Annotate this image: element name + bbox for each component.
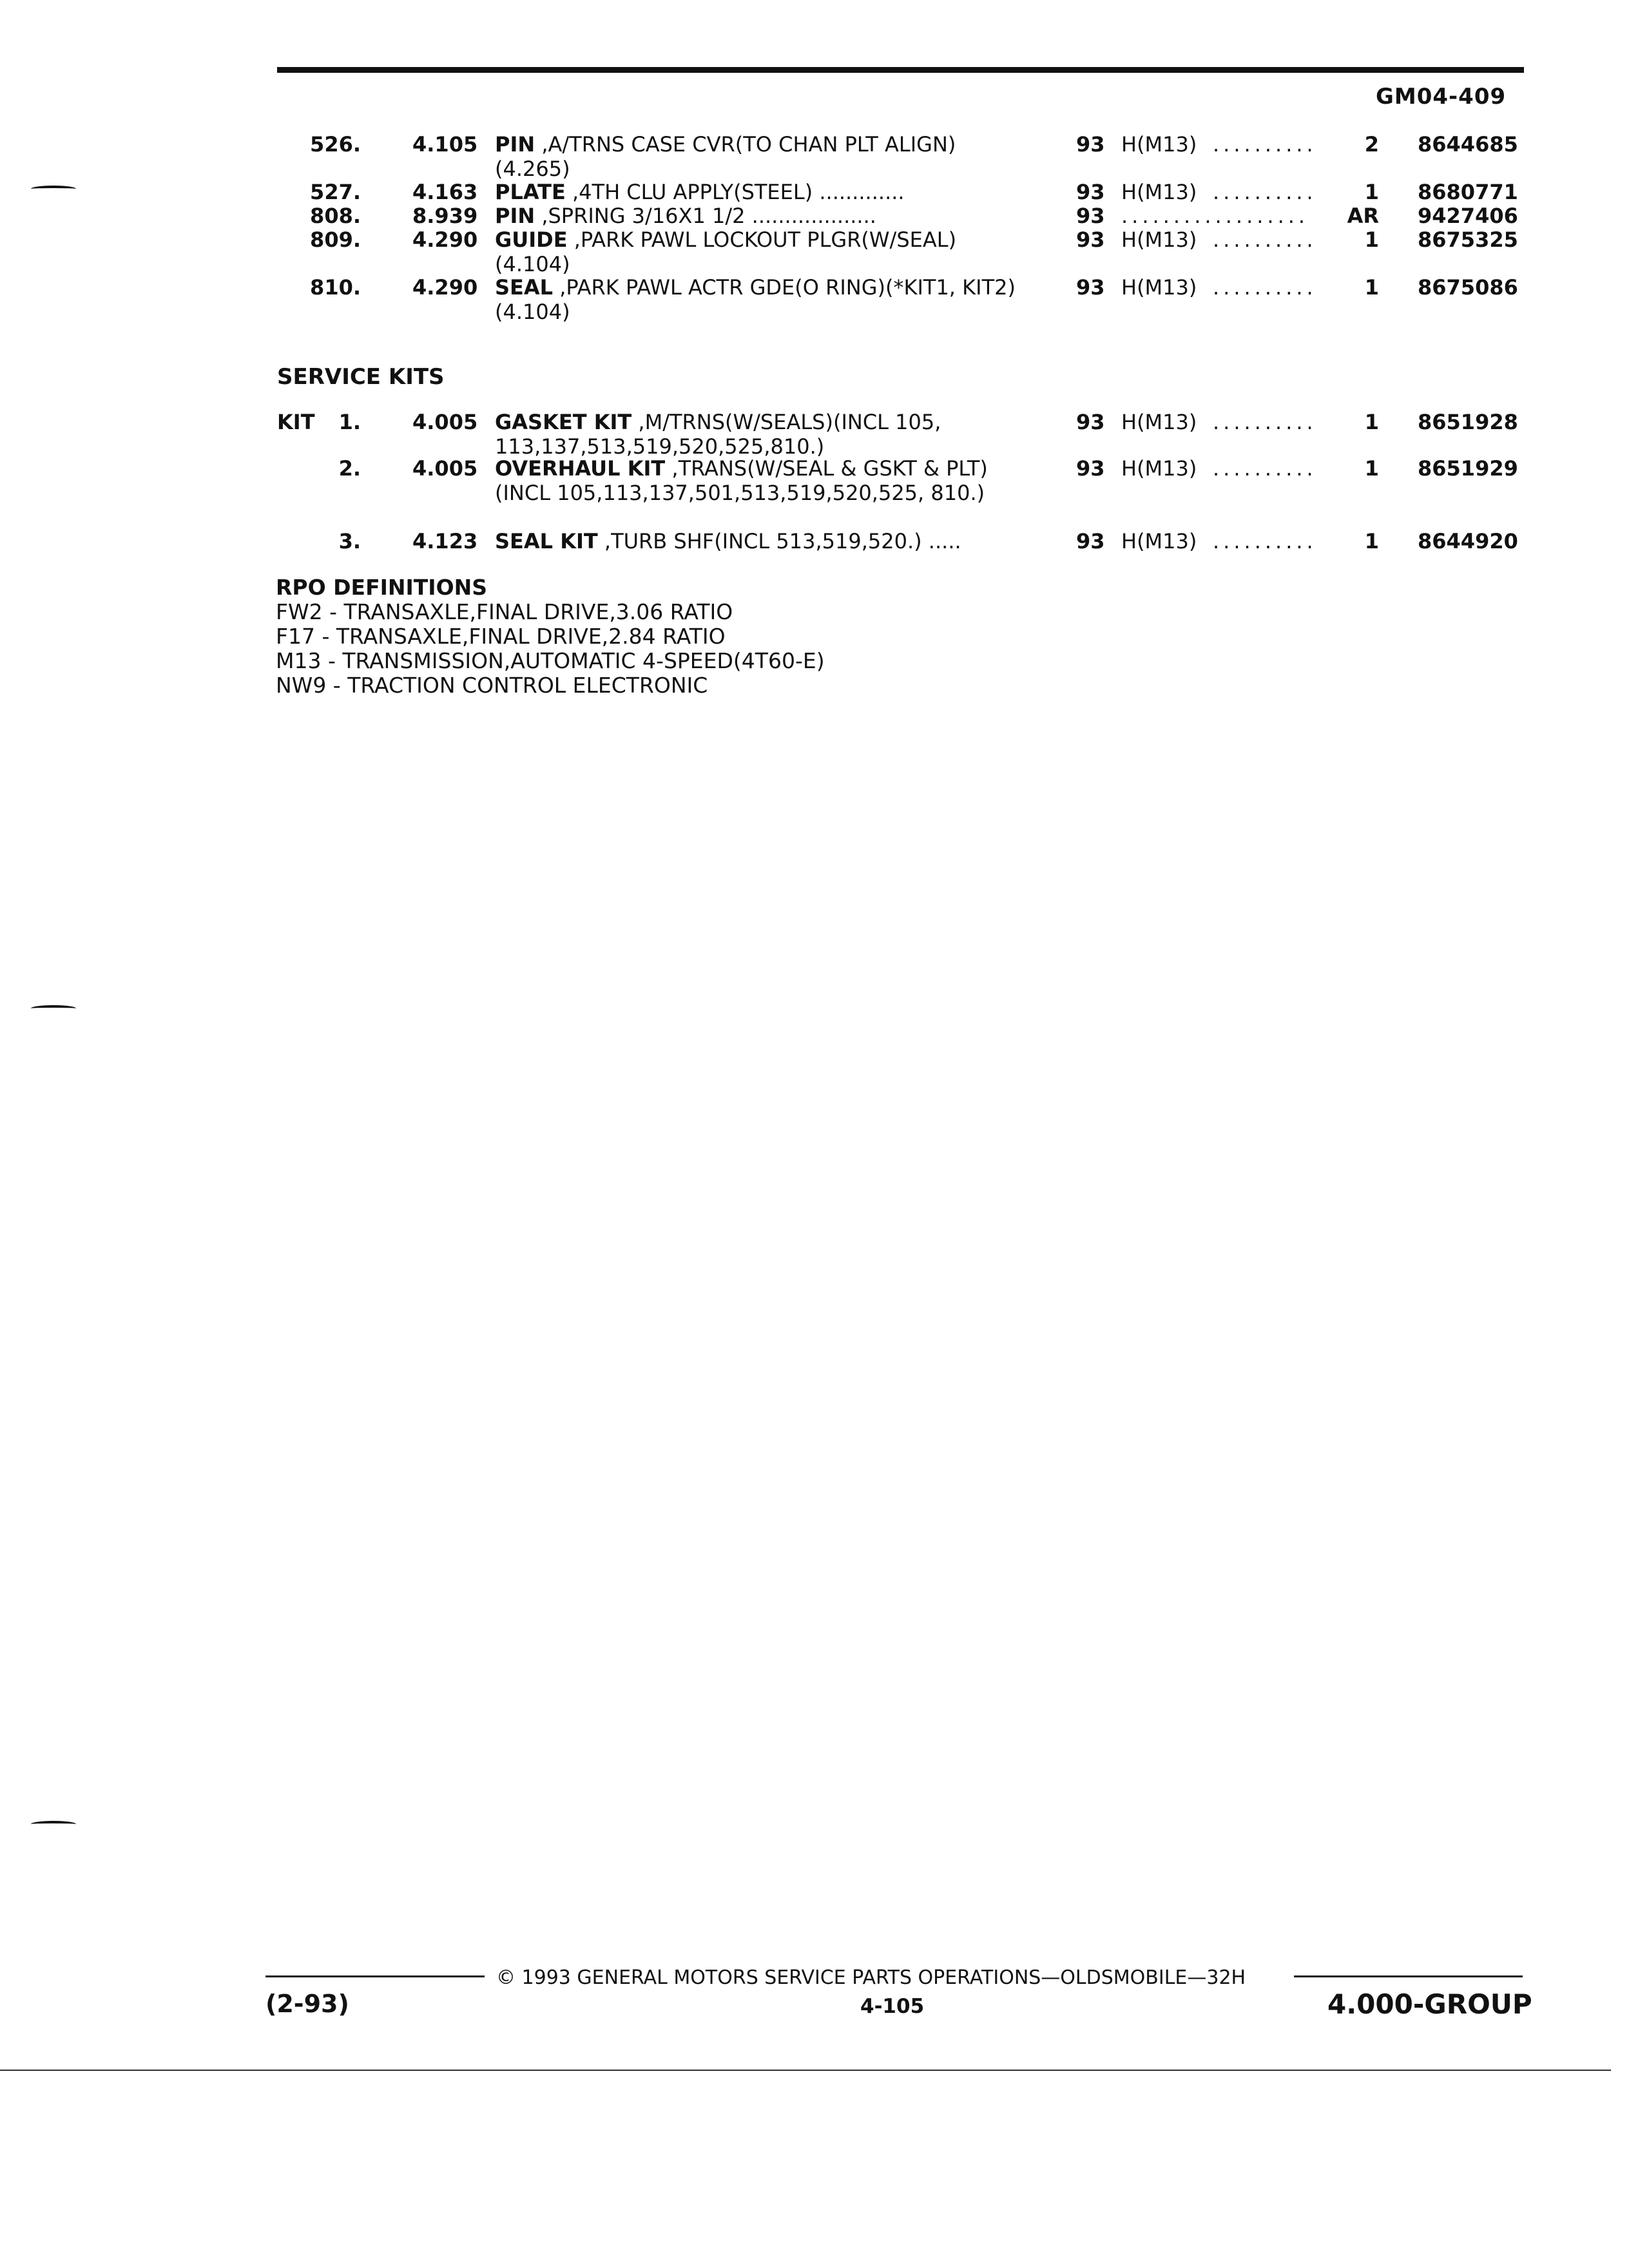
quantity: 1 [1364,227,1379,252]
part-description [495,132,1023,181]
dot-leader: .................. [1121,204,1309,228]
quantity: 1 [1364,410,1379,434]
usage-code: H(M13) [1121,132,1197,157]
footer-rule-right [1294,1975,1523,1977]
ref-number: 8.939 [412,204,478,228]
ref-number: 4.123 [412,529,478,553]
kit-name: OVERHAUL KIT [495,456,666,481]
part-detail: ,4TH CLU APPLY(STEEL) ............. [565,180,905,204]
quantity: 1 [1364,180,1379,204]
dot-leader: .......... [1213,227,1317,252]
usage-code: H(M13) [1121,529,1197,553]
part-number: 8675325 [1418,227,1518,252]
rpo-line: FW2 - TRANSAXLE,FINAL DRIVE,3.06 RATIO [276,599,733,624]
part-number: 8644685 [1418,132,1518,157]
item-number: 3. [338,529,361,553]
part-detail: ,PARK PAWL LOCKOUT PLGR(W/SEAL) (4.104) [495,227,957,276]
model-year: 93 [1076,529,1105,553]
dot-leader: .......... [1213,132,1317,157]
kit-description [495,410,1023,459]
part-detail: ,PARK PAWL ACTR GDE(O RING)(*KIT1, KIT2)(4.104) [495,275,1016,324]
part-description [495,275,1023,324]
item-number: 808. [310,204,361,228]
binder-mark [31,1005,76,1012]
rpo-line: F17 - TRANSAXLE,FINAL DRIVE,2.84 RATIO [276,624,726,649]
kit-detail: ,TURB SHF(INCL 513,519,520.) ..... [597,529,961,553]
part-detail: ,A/TRNS CASE CVR(TO CHAN PLT ALIGN) (4.265) [495,132,956,181]
part-detail: ,SPRING 3/16X1 1/2 ................... [535,204,876,228]
service-kits-title: SERVICE KITS [277,364,445,390]
rpo-line: M13 - TRANSMISSION,AUTOMATIC 4-SPEED(4T60-E) [276,648,825,673]
model-year: 93 [1076,180,1105,204]
part-number: 8651928 [1418,410,1518,434]
quantity: 1 [1364,456,1379,481]
top-rule [277,67,1524,73]
part-number: 8651929 [1418,456,1518,481]
part-description [495,204,1023,228]
quantity: 2 [1364,132,1379,157]
footer-copyright: © 1993 GENERAL MOTORS SERVICE PARTS OPERATIONS—OLDSMOBILE—32H [496,1966,1246,1989]
part-name: PIN [495,132,535,157]
dot-leader: .......... [1213,456,1317,481]
dot-leader: .......... [1213,529,1317,553]
ref-number: 4.005 [412,456,478,481]
model-year: 93 [1076,275,1105,300]
dot-leader: .......... [1213,180,1317,204]
ref-number: 4.290 [412,275,478,300]
part-number: 8644920 [1418,529,1518,553]
usage-code: H(M13) [1121,456,1197,481]
binder-mark [31,186,76,192]
model-year: 93 [1076,204,1105,228]
rpo-title: RPO DEFINITIONS [276,575,488,600]
model-year: 93 [1076,456,1105,481]
footer-date: (2-93) [265,1990,349,2018]
part-name: PLATE [495,180,566,204]
model-year: 93 [1076,410,1105,434]
part-number: 8675086 [1418,275,1518,300]
item-number: 526. [310,132,361,157]
rpo-definitions [276,575,825,698]
item-number: 809. [310,227,361,252]
part-name: PIN [495,204,535,228]
part-name: SEAL [495,275,554,300]
usage-code: H(M13) [1121,227,1197,252]
rpo-line: NW9 - TRACTION CONTROL ELECTRONIC [276,673,708,698]
quantity: AR [1347,204,1379,228]
usage-code: H(M13) [1121,275,1197,300]
ref-number: 4.105 [412,132,478,157]
dot-leader: .......... [1213,410,1317,434]
item-number: 527. [310,180,361,204]
kit-description [495,456,1023,505]
model-year: 93 [1076,227,1105,252]
part-description [495,227,1023,276]
usage-code: H(M13) [1121,180,1197,204]
part-number: 9427406 [1418,204,1518,228]
kit-detail: ,M/TRNS(W/SEALS)(INCL 105, 113,137,513,519,520,525,810.) [495,410,941,459]
part-name: GUIDE [495,227,568,252]
kit-name: GASKET KIT [495,410,632,434]
kit-prefix: KIT [277,410,315,434]
quantity: 1 [1364,275,1379,300]
item-number: 810. [310,275,361,300]
kit-detail: ,TRANS(W/SEAL & GSKT & PLT)(INCL 105,113,137,501,513,519,520,525, 810.) [495,456,988,505]
item-number: 1. [338,410,361,434]
item-number: 2. [338,456,361,481]
kit-description [495,529,1023,553]
kit-name: SEAL KIT [495,529,598,553]
footer-page-number: 4-105 [860,1995,925,2018]
ref-number: 4.290 [412,227,478,252]
page-code: GM04-409 [1376,84,1507,110]
part-description [495,180,1023,204]
usage-code: H(M13) [1121,410,1197,434]
binder-mark [31,1821,76,1827]
footer-rule-left [265,1975,485,1977]
part-number: 8680771 [1418,180,1518,204]
ref-number: 4.163 [412,180,478,204]
dot-leader: .......... [1213,275,1317,300]
ref-number: 4.005 [412,410,478,434]
footer-group: 4.000-GROUP [1327,1988,1532,2020]
model-year: 93 [1076,132,1105,157]
bottom-rule [0,2070,1611,2071]
quantity: 1 [1364,529,1379,553]
